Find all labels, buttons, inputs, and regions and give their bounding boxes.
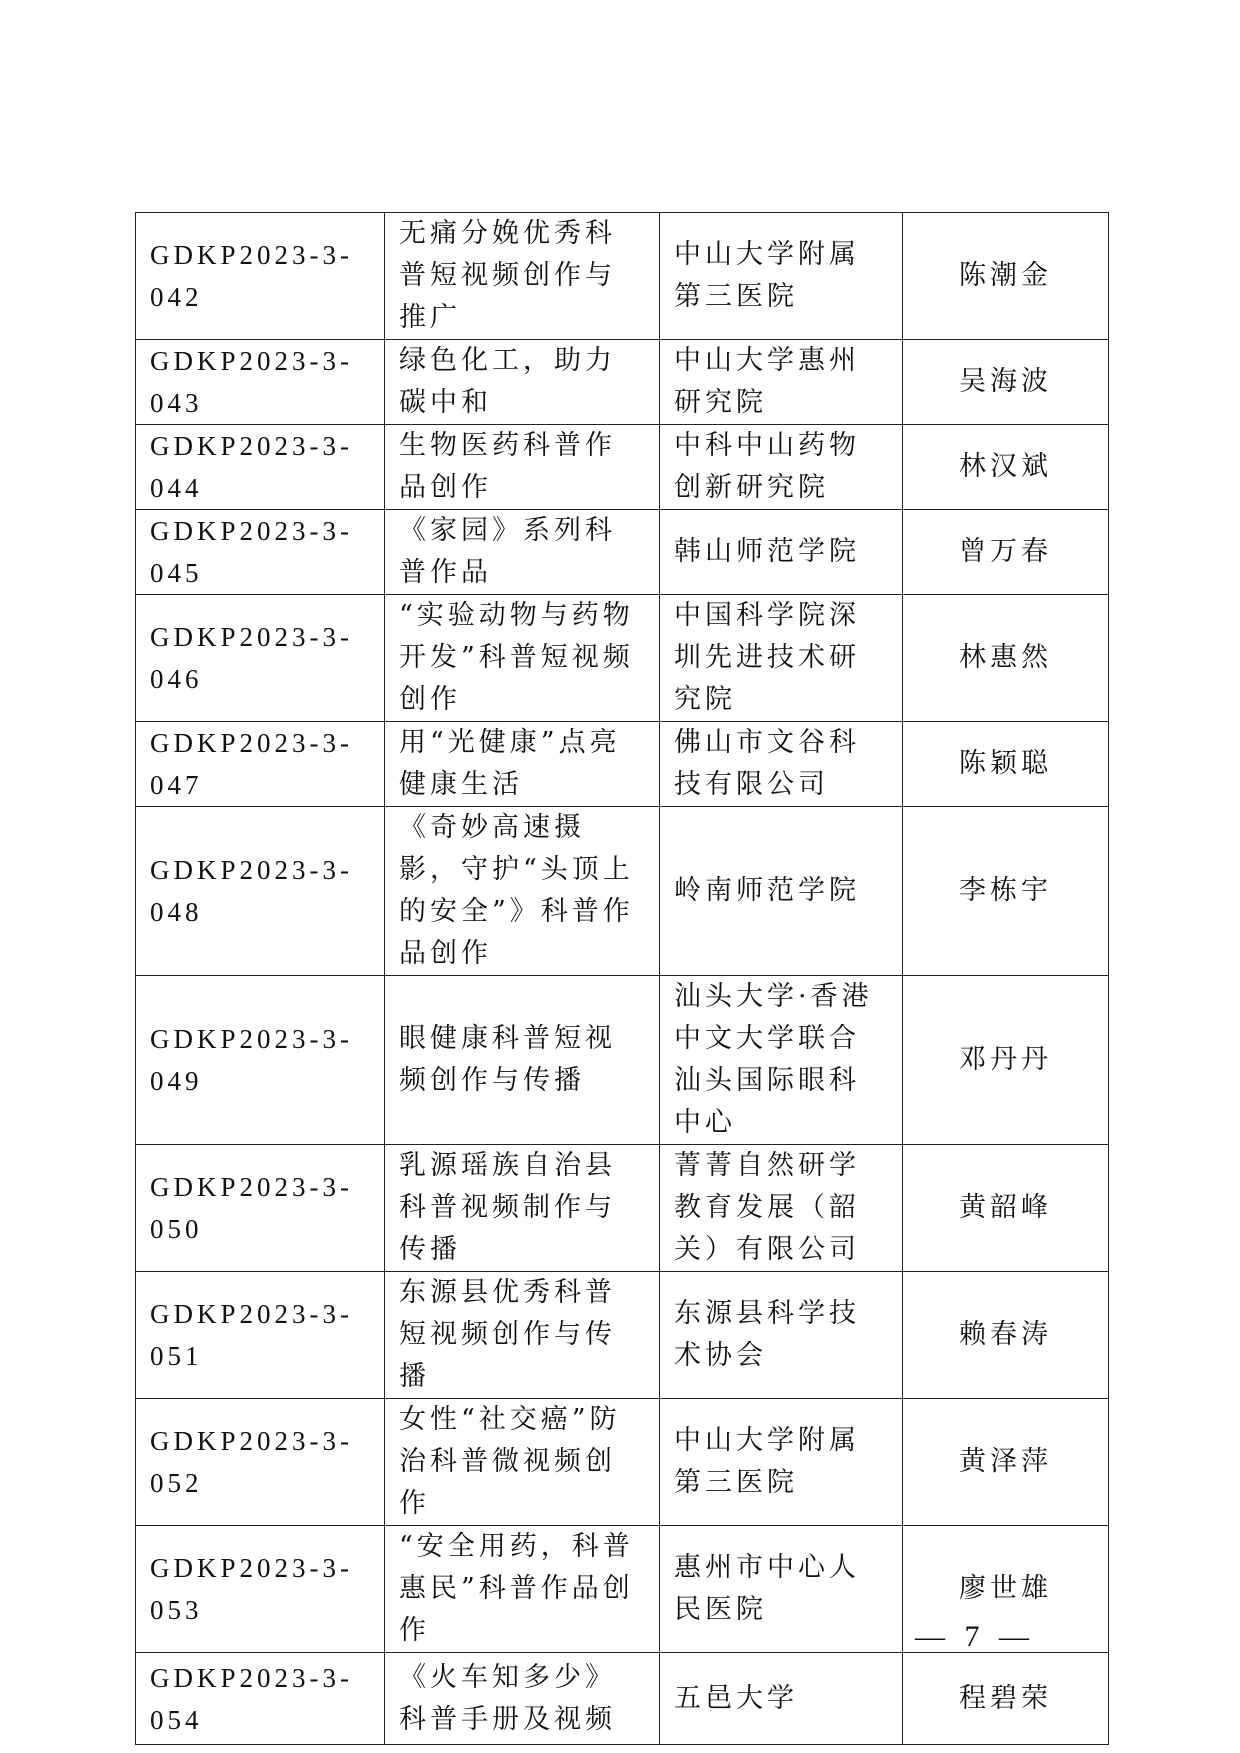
institution-cell: 韩山师范学院 bbox=[660, 510, 903, 595]
project-code-cell: GDKP2023-3-044 bbox=[136, 425, 385, 510]
project-title-cell: 《火车知多少》科普手册及视频 bbox=[385, 1653, 660, 1745]
project-code-cell: GDKP2023-3-045 bbox=[136, 510, 385, 595]
project-title-cell: 无痛分娩优秀科普短视频创作与推广 bbox=[385, 213, 660, 340]
table-row bbox=[136, 425, 1109, 510]
project-title-cell: 生物医药科普作品创作 bbox=[385, 425, 660, 510]
project-code-cell: GDKP2023-3-053 bbox=[136, 1526, 385, 1653]
project-lead-cell: 吴海波 bbox=[903, 340, 1109, 425]
project-title-cell: “安全用药，科普惠民”科普作品创作 bbox=[385, 1526, 660, 1653]
institution-cell: 中山大学附属第三医院 bbox=[660, 213, 903, 340]
table-row bbox=[136, 722, 1109, 807]
table-row bbox=[136, 1399, 1109, 1526]
institution-cell: 五邑大学 bbox=[660, 1653, 903, 1745]
project-title-cell: 用“光健康”点亮健康生活 bbox=[385, 722, 660, 807]
institution-cell: 中科中山药物创新研究院 bbox=[660, 425, 903, 510]
table-row bbox=[136, 1145, 1109, 1272]
table-row bbox=[136, 213, 1109, 340]
project-lead-cell: 李栋宇 bbox=[903, 807, 1109, 976]
page-number: — 7 — bbox=[915, 1620, 1035, 1653]
institution-cell: 汕头大学·香港中文大学联合汕头国际眼科中心 bbox=[660, 976, 903, 1145]
project-code-cell: GDKP2023-3-050 bbox=[136, 1145, 385, 1272]
project-title-cell: 《奇妙高速摄影，守护“头顶上的安全”》科普作品创作 bbox=[385, 807, 660, 976]
project-title-cell: 《家园》系列科普作品 bbox=[385, 510, 660, 595]
project-code-cell: GDKP2023-3-051 bbox=[136, 1272, 385, 1399]
table-row bbox=[136, 976, 1109, 1145]
project-code-cell: GDKP2023-3-054 bbox=[136, 1653, 385, 1745]
institution-cell: 佛山市文谷科技有限公司 bbox=[660, 722, 903, 807]
project-lead-cell: 林惠然 bbox=[903, 595, 1109, 722]
institution-cell: 东源县科学技术协会 bbox=[660, 1272, 903, 1399]
table-row bbox=[136, 510, 1109, 595]
project-title-cell: 东源县优秀科普短视频创作与传播 bbox=[385, 1272, 660, 1399]
project-lead-cell: 黄泽萍 bbox=[903, 1399, 1109, 1526]
institution-cell: 中山大学惠州研究院 bbox=[660, 340, 903, 425]
project-code-cell: GDKP2023-3-047 bbox=[136, 722, 385, 807]
project-code-cell: GDKP2023-3-049 bbox=[136, 976, 385, 1145]
table-row bbox=[136, 807, 1109, 976]
project-lead-cell: 陈颖聪 bbox=[903, 722, 1109, 807]
project-code-cell: GDKP2023-3-042 bbox=[136, 213, 385, 340]
project-lead-cell: 赖春涛 bbox=[903, 1272, 1109, 1399]
project-code-cell: GDKP2023-3-043 bbox=[136, 340, 385, 425]
project-lead-cell: 陈潮金 bbox=[903, 213, 1109, 340]
project-lead-cell: 曾万春 bbox=[903, 510, 1109, 595]
table-row bbox=[136, 1653, 1109, 1745]
project-lead-cell: 林汉斌 bbox=[903, 425, 1109, 510]
project-lead-cell: 程碧荣 bbox=[903, 1653, 1109, 1745]
project-title-cell: 眼健康科普短视频创作与传播 bbox=[385, 976, 660, 1145]
project-table bbox=[135, 212, 1109, 1745]
institution-cell: 菁菁自然研学教育发展（韶关）有限公司 bbox=[660, 1145, 903, 1272]
project-code-cell: GDKP2023-3-052 bbox=[136, 1399, 385, 1526]
project-title-cell: 乳源瑶族自治县科普视频制作与传播 bbox=[385, 1145, 660, 1272]
table-row bbox=[136, 1272, 1109, 1399]
project-lead-cell: 黄韶峰 bbox=[903, 1145, 1109, 1272]
project-code-cell: GDKP2023-3-048 bbox=[136, 807, 385, 976]
project-title-cell: 女性“社交癌”防治科普微视频创作 bbox=[385, 1399, 660, 1526]
institution-cell: 中山大学附属第三医院 bbox=[660, 1399, 903, 1526]
project-code-cell: GDKP2023-3-046 bbox=[136, 595, 385, 722]
project-title-cell: 绿色化工，助力碳中和 bbox=[385, 340, 660, 425]
institution-cell: 岭南师范学院 bbox=[660, 807, 903, 976]
table-row bbox=[136, 340, 1109, 425]
institution-cell: 中国科学院深圳先进技术研究院 bbox=[660, 595, 903, 722]
project-title-cell: “实验动物与药物开发”科普短视频创作 bbox=[385, 595, 660, 722]
project-lead-cell: 邓丹丹 bbox=[903, 976, 1109, 1145]
institution-cell: 惠州市中心人民医院 bbox=[660, 1526, 903, 1653]
table-row bbox=[136, 595, 1109, 722]
project-lead-cell: 廖世雄 bbox=[903, 1526, 1109, 1653]
table-body bbox=[136, 213, 1109, 1745]
